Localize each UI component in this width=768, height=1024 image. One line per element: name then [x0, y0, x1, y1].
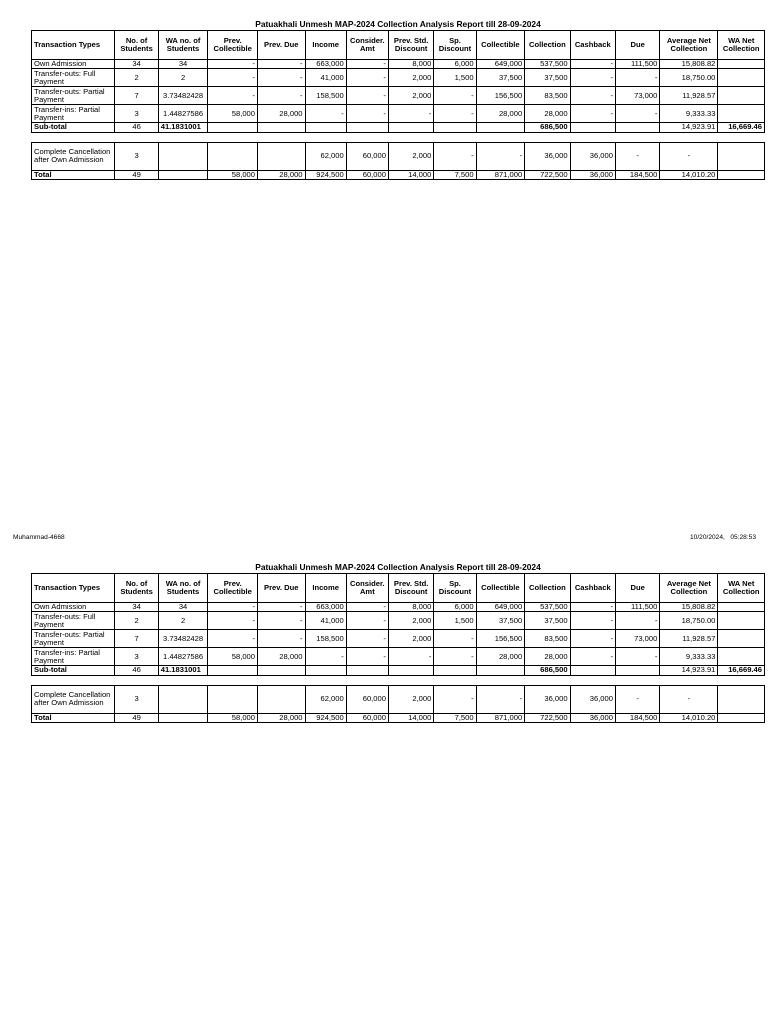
table-cell: 1,500	[434, 69, 476, 87]
col-header: Income	[305, 574, 346, 603]
row-label: Transfer-outs: Full Payment	[32, 69, 115, 87]
table-cell: 62,000	[305, 685, 346, 713]
row-label: Transfer-outs: Partial Payment	[32, 630, 115, 648]
col-header: WA Net Collection	[718, 31, 765, 60]
table-cell: 49	[115, 713, 158, 722]
table-cell	[476, 123, 525, 132]
table-cell: 60,000	[346, 170, 388, 179]
table-cell: 3	[115, 142, 158, 170]
col-header: Sp. Discount	[434, 574, 476, 603]
table-cell: 36,000	[570, 170, 615, 179]
table-cell	[258, 685, 306, 713]
table-cell: -	[434, 648, 476, 666]
table-cell: 871,000	[476, 713, 525, 722]
table-cell: 36,000	[570, 142, 615, 170]
analysis-table	[31, 573, 765, 676]
table-cell: -	[208, 630, 258, 648]
table-cell: 36,000	[525, 685, 570, 713]
table-cell: 14,010.20	[660, 170, 718, 179]
table-cell: 15,808.82	[660, 60, 718, 69]
col-header: Prev. Due	[258, 31, 306, 60]
table-cell: 686,500	[525, 666, 570, 675]
row-label: Complete Cancellation after Own Admission	[32, 142, 115, 170]
table-cell: 722,500	[525, 713, 570, 722]
footer-time: 05:28:53	[730, 534, 756, 541]
table-cell: 37,500	[476, 69, 525, 87]
row-label: Transfer-outs: Partial Payment	[32, 87, 115, 105]
col-header: Collection	[525, 31, 570, 60]
table-cell: 7	[115, 630, 158, 648]
table-cell: -	[570, 612, 615, 630]
table-cell: 9,333.33	[660, 105, 718, 123]
table-cell: -	[258, 612, 306, 630]
table-cell: -	[615, 142, 659, 170]
table-cell: 28,000	[258, 170, 306, 179]
table-cell	[434, 666, 476, 675]
table-cell: 41,000	[305, 612, 346, 630]
table-cell: -	[476, 685, 525, 713]
table-cell: 537,500	[525, 60, 570, 69]
table-cell: -	[346, 69, 388, 87]
col-header: WA no. of Students	[158, 574, 208, 603]
table-cell: -	[346, 60, 388, 69]
table-cell: -	[388, 648, 433, 666]
col-header: Collection	[525, 574, 570, 603]
table-cell: 36,000	[525, 142, 570, 170]
table-cell: 184,500	[615, 713, 659, 722]
table-cell: 11,928.57	[660, 87, 718, 105]
table-cell: 58,000	[208, 170, 258, 179]
col-header: Consider. Amt	[346, 574, 388, 603]
col-header: Prev. Std. Discount	[388, 574, 433, 603]
table-cell: 1,500	[434, 612, 476, 630]
table-cell: 73,000	[615, 87, 659, 105]
table-cell	[158, 142, 208, 170]
col-header: No. of Students	[115, 31, 158, 60]
table-row	[32, 603, 765, 612]
row-label: Total	[32, 713, 115, 722]
table-cell: -	[570, 630, 615, 648]
table-cell: 60,000	[346, 142, 388, 170]
table-cell: -	[615, 648, 659, 666]
subtotal-row	[32, 666, 765, 675]
table-cell: -	[570, 69, 615, 87]
table-cell: 156,500	[476, 87, 525, 105]
table-cell	[718, 612, 765, 630]
footer-user: Muhammad-4668	[13, 534, 65, 541]
table-cell: -	[434, 87, 476, 105]
table-cell	[258, 142, 306, 170]
table-cell: -	[660, 142, 718, 170]
table-cell	[258, 666, 306, 675]
col-header: Collectible	[476, 31, 525, 60]
col-header: Transaction Types	[32, 31, 115, 60]
table-cell: -	[346, 648, 388, 666]
table-cell: 14,923.91	[660, 666, 718, 675]
table-cell: 37,500	[525, 69, 570, 87]
table-cell: 14,010.20	[660, 713, 718, 722]
table-cell: 663,000	[305, 60, 346, 69]
col-header: Collectible	[476, 574, 525, 603]
table-cell: 16,669.46	[718, 666, 765, 675]
table-cell	[208, 666, 258, 675]
table-cell: -	[346, 105, 388, 123]
table-cell: 871,000	[476, 170, 525, 179]
table-cell: 34	[115, 60, 158, 69]
table-cell: 11,928.57	[660, 630, 718, 648]
table-cell	[570, 666, 615, 675]
table-cell: 2,000	[388, 87, 433, 105]
table-cell: -	[208, 60, 258, 69]
table-cell: 28,000	[525, 648, 570, 666]
table-cell: 37,500	[476, 612, 525, 630]
table-cell: 924,500	[305, 713, 346, 722]
row-label: Sub-total	[32, 123, 115, 132]
table-cell: 2	[158, 612, 208, 630]
table-cell: 18,750.00	[660, 612, 718, 630]
table-cell	[208, 685, 258, 713]
row-label: Transfer-ins: Partial Payment	[32, 648, 115, 666]
col-header: Prev. Collectible	[208, 574, 258, 603]
table-cell: 722,500	[525, 170, 570, 179]
table-cell: 537,500	[525, 603, 570, 612]
table-row	[32, 87, 765, 105]
table-cell	[718, 69, 765, 87]
table-cell: 36,000	[570, 685, 615, 713]
table-cell	[570, 123, 615, 132]
table-cell: 41.1831001	[158, 666, 208, 675]
table-row	[32, 630, 765, 648]
report-copy-1	[31, 18, 765, 180]
table-cell	[476, 666, 525, 675]
table-cell: 28,000	[525, 105, 570, 123]
table-cell: -	[476, 142, 525, 170]
row-label: Transfer-ins: Partial Payment	[32, 105, 115, 123]
table-cell: -	[570, 603, 615, 612]
table-cell: 2,000	[388, 612, 433, 630]
col-header: No. of Students	[115, 574, 158, 603]
table-cell: 2	[115, 612, 158, 630]
col-header: Average Net Collection	[660, 31, 718, 60]
table-cell: -	[346, 87, 388, 105]
table-cell: 36,000	[570, 713, 615, 722]
table-cell	[718, 60, 765, 69]
table-cell	[718, 87, 765, 105]
table-cell: 15,808.82	[660, 603, 718, 612]
table-cell: 686,500	[525, 123, 570, 132]
table-cell: -	[615, 69, 659, 87]
table-cell	[305, 123, 346, 132]
col-header: Due	[615, 574, 659, 603]
table-cell: 649,000	[476, 60, 525, 69]
col-header: Cashback	[570, 574, 615, 603]
table-cell	[718, 648, 765, 666]
row-label: Own Admission	[32, 603, 115, 612]
table-cell: -	[258, 69, 306, 87]
table-cell: 3	[115, 105, 158, 123]
table-cell: 49	[115, 170, 158, 179]
report-title: Patuakhali Unmesh MAP-2024 Collection Analysis Report till 28-09-2024	[255, 562, 541, 572]
table-cell	[718, 142, 765, 170]
table-cell: 7,500	[434, 713, 476, 722]
table-cell	[158, 170, 208, 179]
table-cell: 2,000	[388, 685, 433, 713]
table-cell: 8,000	[388, 60, 433, 69]
table-row	[32, 60, 765, 69]
summary-table	[31, 685, 765, 723]
table-cell: 14,000	[388, 170, 433, 179]
table-cell: 34	[158, 603, 208, 612]
table-cell: 46	[115, 666, 158, 675]
subtotal-row	[32, 123, 765, 132]
table-cell: 18,750.00	[660, 69, 718, 87]
table-cell: -	[570, 60, 615, 69]
table-cell	[258, 123, 306, 132]
table-cell: 6,000	[434, 60, 476, 69]
table-cell	[208, 142, 258, 170]
table-cell: 184,500	[615, 170, 659, 179]
table-cell: 2	[158, 69, 208, 87]
col-header: Due	[615, 31, 659, 60]
table-cell: 28,000	[258, 105, 306, 123]
col-header: WA Net Collection	[718, 574, 765, 603]
table-cell: 6,000	[434, 603, 476, 612]
row-label: Own Admission	[32, 60, 115, 69]
row-label: Complete Cancellation after Own Admission	[32, 685, 115, 713]
table-cell: 7	[115, 87, 158, 105]
table-cell: 62,000	[305, 142, 346, 170]
table-cell: 663,000	[305, 603, 346, 612]
table-cell	[718, 685, 765, 713]
table-cell: 158,500	[305, 87, 346, 105]
table-cell: 3.73482428	[158, 630, 208, 648]
table-cell: -	[258, 630, 306, 648]
table-cell: 2,000	[388, 69, 433, 87]
row-label: Sub-total	[32, 666, 115, 675]
table-cell	[434, 123, 476, 132]
table-cell: -	[570, 105, 615, 123]
table-cell: 34	[158, 60, 208, 69]
table-cell: -	[346, 612, 388, 630]
table-cell: -	[615, 612, 659, 630]
table-row	[32, 612, 765, 630]
table-cell	[718, 630, 765, 648]
table-cell: 7,500	[434, 170, 476, 179]
table-cell: 28,000	[476, 105, 525, 123]
table-cell: 34	[115, 603, 158, 612]
table-cell: -	[208, 69, 258, 87]
table-cell: -	[208, 87, 258, 105]
table-cell: 28,000	[258, 648, 306, 666]
table-cell: 924,500	[305, 170, 346, 179]
table-cell: 156,500	[476, 630, 525, 648]
col-header: Prev. Std. Discount	[388, 31, 433, 60]
table-cell: 16,669.46	[718, 123, 765, 132]
table-cell: 3.73482428	[158, 87, 208, 105]
table-cell: 158,500	[305, 630, 346, 648]
table-cell: -	[434, 630, 476, 648]
table-row	[32, 685, 765, 713]
table-cell: 28,000	[476, 648, 525, 666]
table-cell	[718, 603, 765, 612]
table-cell	[388, 666, 433, 675]
table-cell: -	[258, 603, 306, 612]
table-row	[32, 69, 765, 87]
col-header: Average Net Collection	[660, 574, 718, 603]
table-cell	[158, 685, 208, 713]
report-title: Patuakhali Unmesh MAP-2024 Collection Analysis Report till 28-09-2024	[255, 19, 541, 29]
col-header: Prev. Due	[258, 574, 306, 603]
row-label: Total	[32, 170, 115, 179]
table-cell: 28,000	[258, 713, 306, 722]
table-cell: -	[305, 648, 346, 666]
table-cell: -	[305, 105, 346, 123]
col-header: Transaction Types	[32, 574, 115, 603]
col-header: WA no. of Students	[158, 31, 208, 60]
table-cell: -	[434, 685, 476, 713]
row-label: Transfer-outs: Full Payment	[32, 612, 115, 630]
table-cell: -	[346, 603, 388, 612]
table-cell: 3	[115, 685, 158, 713]
table-cell: 1.44827586	[158, 648, 208, 666]
analysis-table	[31, 30, 765, 133]
table-cell	[718, 713, 765, 722]
table-cell	[615, 123, 659, 132]
table-cell	[305, 666, 346, 675]
footer-date: 10/20/2024,	[689, 534, 725, 541]
report-copy-2	[31, 561, 765, 723]
table-cell: 46	[115, 123, 158, 132]
table-cell: 60,000	[346, 685, 388, 713]
table-cell: -	[434, 105, 476, 123]
table-cell	[346, 666, 388, 675]
table-cell: 14,923.91	[660, 123, 718, 132]
table-cell: 41,000	[305, 69, 346, 87]
header-row	[32, 574, 765, 603]
table-cell: 83,500	[525, 630, 570, 648]
total-row	[32, 713, 765, 722]
table-cell: -	[388, 105, 433, 123]
table-cell: 3	[115, 648, 158, 666]
table-cell: -	[615, 685, 659, 713]
header-row	[32, 31, 765, 60]
table-cell: 83,500	[525, 87, 570, 105]
total-row	[32, 170, 765, 179]
table-cell	[615, 666, 659, 675]
table-cell	[718, 170, 765, 179]
col-header: Sp. Discount	[434, 31, 476, 60]
table-cell: 2,000	[388, 142, 433, 170]
table-cell	[718, 105, 765, 123]
table-cell: 1.44827586	[158, 105, 208, 123]
footer-timestamp	[690, 534, 756, 541]
table-cell	[158, 713, 208, 722]
table-row	[32, 105, 765, 123]
table-cell: -	[258, 87, 306, 105]
table-row	[32, 648, 765, 666]
table-cell: -	[570, 87, 615, 105]
table-cell: 14,000	[388, 713, 433, 722]
table-cell	[388, 123, 433, 132]
table-cell: -	[570, 648, 615, 666]
table-cell: 58,000	[208, 105, 258, 123]
table-cell: 649,000	[476, 603, 525, 612]
table-cell: 37,500	[525, 612, 570, 630]
table-cell: 2,000	[388, 630, 433, 648]
table-cell: 73,000	[615, 630, 659, 648]
table-cell: 58,000	[208, 648, 258, 666]
table-cell: 2	[115, 69, 158, 87]
table-cell: 60,000	[346, 713, 388, 722]
table-cell: -	[615, 105, 659, 123]
summary-table	[31, 142, 765, 180]
table-row	[32, 142, 765, 170]
col-header: Income	[305, 31, 346, 60]
table-cell: -	[660, 685, 718, 713]
table-cell: -	[346, 630, 388, 648]
table-cell: -	[258, 60, 306, 69]
col-header: Consider. Amt	[346, 31, 388, 60]
table-cell: -	[208, 603, 258, 612]
table-cell	[346, 123, 388, 132]
table-cell: 58,000	[208, 713, 258, 722]
col-header: Prev. Collectible	[208, 31, 258, 60]
table-cell: 111,500	[615, 603, 659, 612]
table-cell: 111,500	[615, 60, 659, 69]
table-cell: 8,000	[388, 603, 433, 612]
table-cell: 9,333.33	[660, 648, 718, 666]
col-header: Cashback	[570, 31, 615, 60]
table-cell: 41.1831001	[158, 123, 208, 132]
table-cell	[208, 123, 258, 132]
table-cell: -	[208, 612, 258, 630]
table-cell: -	[434, 142, 476, 170]
